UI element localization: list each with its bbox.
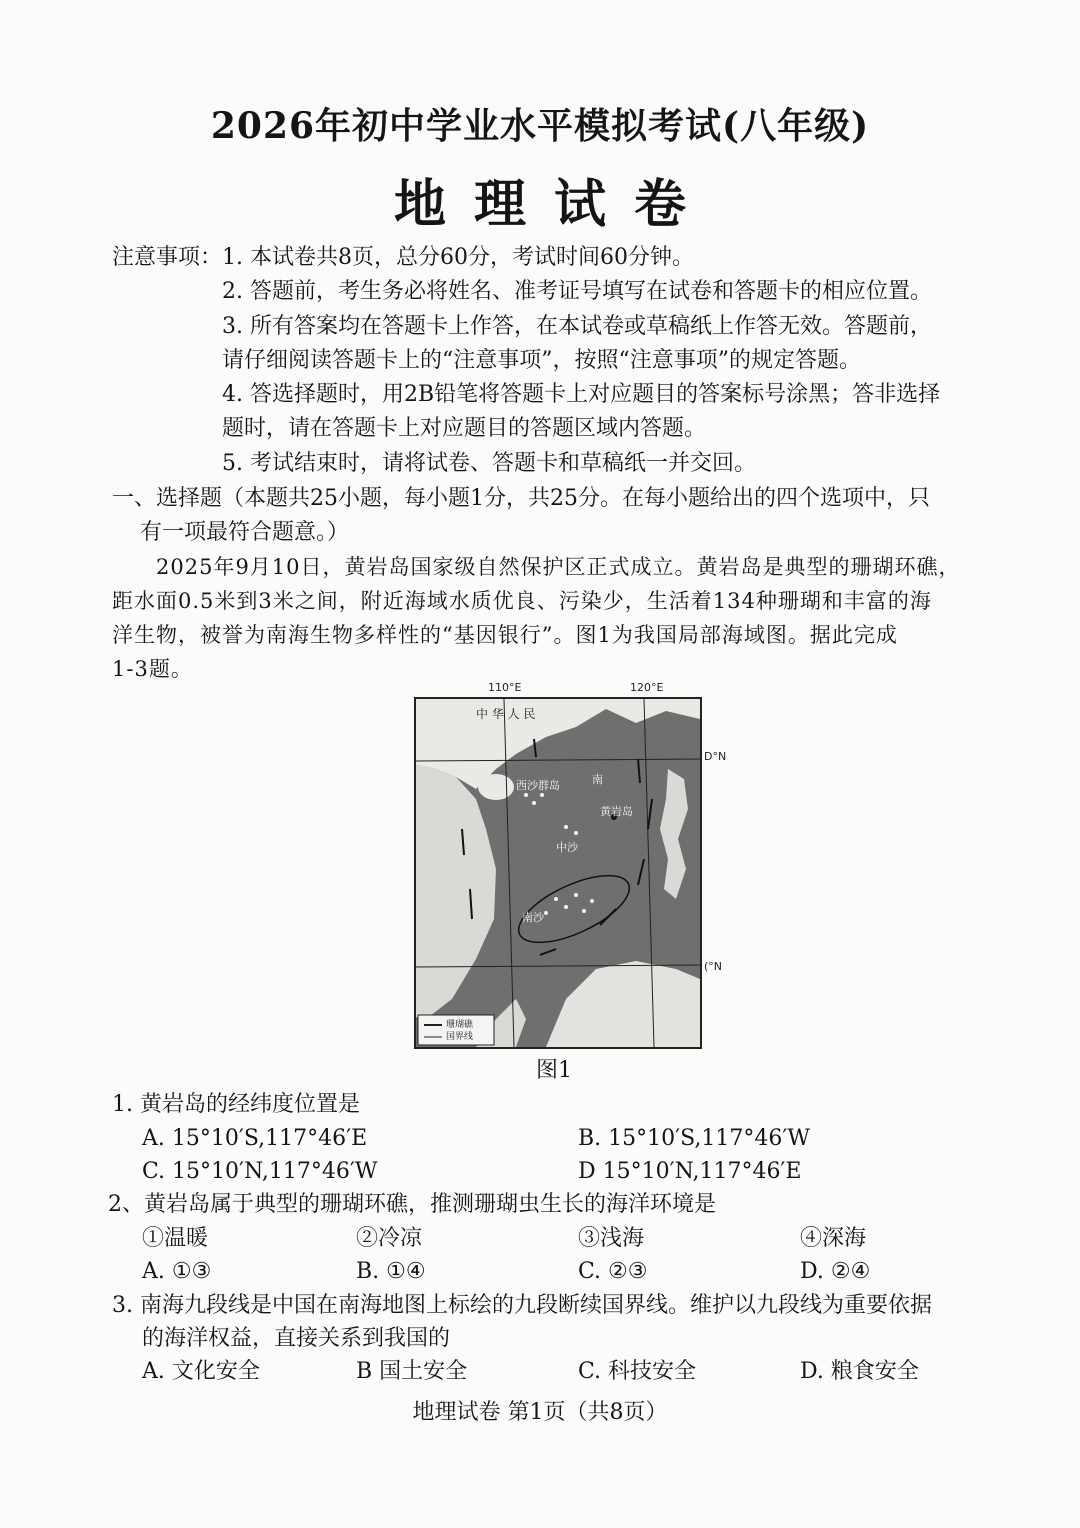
legend-reef-label: 珊瑚礁 xyxy=(446,1020,474,1030)
q3-option-a: A. 文化安全 xyxy=(142,1359,260,1384)
q1-option-a: A. 15°10′S,117°46′E xyxy=(142,1126,368,1151)
notice-item-3: 3. 所有答案均在答题卡上作答，在本试卷或草稿纸上作答无效。答题前， xyxy=(222,314,932,339)
section-heading: 一、选择题（本题共25小题，每小题1分，共25分。在每小题给出的四个选项中，只 xyxy=(112,486,930,511)
longitude-label-110: 110°E xyxy=(488,681,522,694)
passage-line: 2025年9月10日，黄岩岛国家级自然保护区正式成立。黄岩岛是典型的珊瑚环礁， xyxy=(156,555,961,579)
section-heading-cont: 有一项最符合题意。） xyxy=(140,520,350,545)
passage-line: 1-3题。 xyxy=(112,657,193,681)
sea-area-map xyxy=(414,697,702,1049)
passage-line: 洋生物，被誉为南海生物多样性的“基因银行”。图1为我国局部海域图。据此完成 xyxy=(112,623,898,647)
latitude-label-top: D°N xyxy=(704,750,727,763)
notice-item-2: 2. 答题前，考生务必将姓名、准考证号填写在试卷和答题卡的相应位置。 xyxy=(222,279,932,304)
country-label: 中 华 人 民 xyxy=(476,707,536,721)
question-3-stem: 3. 南海九段线是中国在南海地图上标绘的九段断续国界线。维护以九段线为重要依据 xyxy=(112,1293,932,1318)
place-label-zhongsha: 中沙 xyxy=(556,841,578,854)
q3-option-b: B 国土安全 xyxy=(356,1359,468,1384)
notice-item-1: 注意事项：1. 本试卷共8页，总分60分，考试时间60分钟。 xyxy=(112,245,694,270)
hainan-island xyxy=(478,774,514,800)
q2-option-a: A. ①③ xyxy=(142,1259,212,1284)
notice-item-3-cont: 请仔细阅读答题卡上的“注意事项”，按照“注意事项”的规定答题。 xyxy=(222,348,861,373)
q3-option-d: D. 粮食安全 xyxy=(800,1359,919,1384)
place-label-xisha: 西沙群岛 xyxy=(516,779,560,792)
figure-caption: 图1 xyxy=(536,1058,572,1083)
q2-condition-3: ③浅海 xyxy=(578,1226,645,1251)
latitude-label-bottom: (°N xyxy=(704,960,723,973)
place-label-nan: 南 xyxy=(592,773,603,786)
q3-option-c: C. 科技安全 xyxy=(578,1359,697,1384)
question-2-stem: 2、黄岩岛属于典型的珊瑚环礁，推测珊瑚虫生长的海洋环境是 xyxy=(108,1192,716,1217)
q2-condition-2: ②冷凉 xyxy=(356,1226,423,1251)
q2-condition-1: ①温暖 xyxy=(142,1226,209,1251)
place-label-nansha: 南沙 xyxy=(522,911,544,924)
question-3-stem-cont: 的海洋权益，直接关系到我国的 xyxy=(142,1326,451,1351)
page-footer: 地理试卷 第1页（共8页） xyxy=(412,1400,668,1425)
q1-option-b: B. 15°10′S,117°46′W xyxy=(578,1126,811,1151)
q2-option-d: D. ②④ xyxy=(800,1259,871,1284)
notice-item-5: 5. 考试结束时，请将试卷、答题卡和草稿纸一并交回。 xyxy=(222,451,756,476)
subject-title: 地理试卷 xyxy=(393,174,714,235)
notice-item-4-cont: 题时，请在答题卡上对应题目的答题区域内答题。 xyxy=(222,416,707,441)
place-label-huangyan: 黄岩岛 xyxy=(600,805,633,818)
question-1-stem: 1. 黄岩岛的经纬度位置是 xyxy=(112,1092,360,1117)
passage-line: 距水面0.5米到3米之间，附近海域水质优良、污染少，生活着134种珊瑚和丰富的海 xyxy=(112,589,932,613)
notice-item-4: 4. 答选择题时，用2B铅笔将答题卡上对应题目的答案标号涂黑；答非选择 xyxy=(222,382,941,407)
q2-condition-4: ④深海 xyxy=(800,1226,867,1251)
legend-boundary-label: 国界线 xyxy=(446,1032,474,1042)
q1-option-c: C. 15°10′N,117°46′W xyxy=(142,1159,378,1184)
q1-option-d: D 15°10′N,117°46′E xyxy=(578,1159,802,1184)
map-drawing xyxy=(416,699,700,1047)
q2-option-c: C. ②③ xyxy=(578,1259,648,1284)
exam-title: 2026年初中学业水平模拟考试(八年级) xyxy=(210,105,870,147)
longitude-label-120: 120°E xyxy=(630,681,664,694)
q2-option-b: B. ①④ xyxy=(356,1259,426,1284)
